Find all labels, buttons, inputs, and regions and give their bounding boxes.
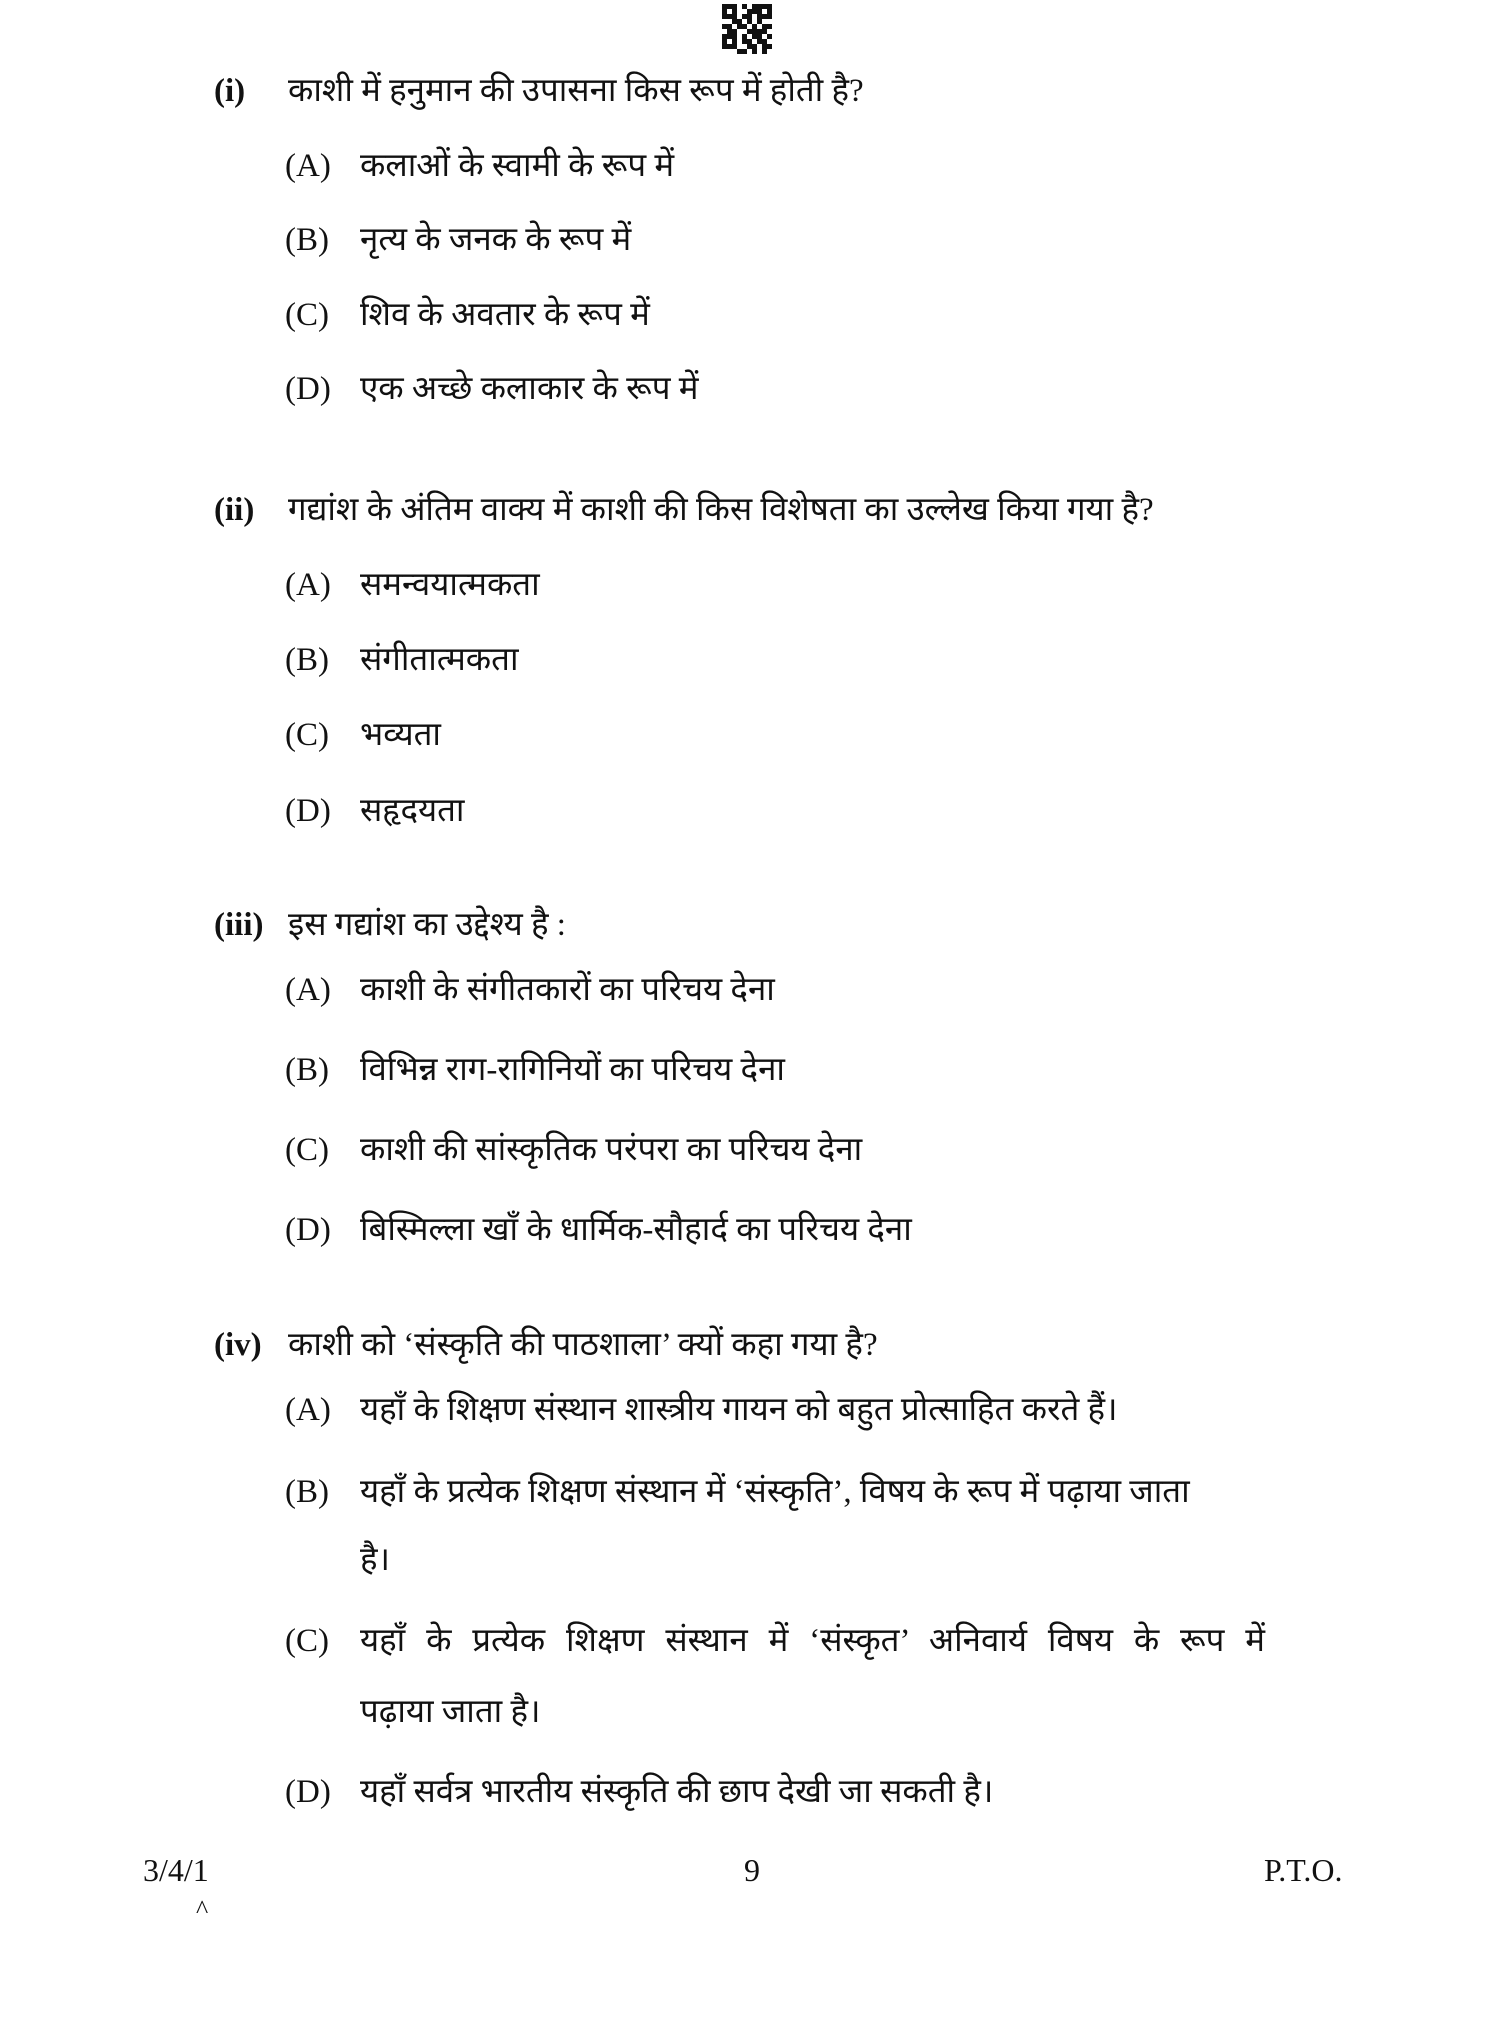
question-text: काशी को ‘संस्कृति की पाठशाला’ क्यों कहा गया है? <box>288 1327 878 1363</box>
question-label: (i) <box>214 73 246 109</box>
option-text: विभिन्न राग-रागिनियों का परिचय देना <box>360 1052 785 1088</box>
option-label: (A) <box>285 148 331 184</box>
option-text: कलाओं के स्वामी के रूप में <box>360 148 675 184</box>
option-label: (B) <box>285 1474 329 1510</box>
option-label: (C) <box>285 1623 329 1659</box>
option-text: संगीतात्मकता <box>360 642 519 678</box>
option-text-continued: पढ़ाया जाता है। <box>360 1694 541 1730</box>
option-text: यहाँ के प्रत्येक शिक्षण संस्थान में ‘संस्कृति’, विषय के रूप में पढ़ाया जाता <box>360 1474 1190 1510</box>
question-text: गद्यांश के अंतिम वाक्य में काशी की किस विशेषता का उल्लेख किया गया है? <box>288 492 1154 528</box>
option-label: (D) <box>285 793 331 829</box>
option-text: काशी की सांस्कृतिक परंपरा का परिचय देना <box>360 1132 863 1168</box>
question-label: (ii) <box>214 492 255 528</box>
option-text: शिव के अवतार के रूप में <box>360 297 650 333</box>
option-text-continued: है। <box>360 1542 391 1578</box>
option-text: यहाँ के शिक्षण संस्थान शास्त्रीय गायन को बहुत प्रोत्साहित करते हैं। <box>360 1392 1118 1428</box>
option-label: (B) <box>285 1052 329 1088</box>
option-text: काशी के संगीतकारों का परिचय देना <box>360 972 775 1008</box>
option-label: (A) <box>285 567 331 603</box>
option-text: भव्यता <box>360 717 441 753</box>
option-text: नृत्य के जनक के रूप में <box>360 222 632 258</box>
option-text: सहृदयता <box>360 793 465 829</box>
option-label: (C) <box>285 1132 329 1168</box>
option-label: (C) <box>285 717 329 753</box>
option-label: (D) <box>285 1774 331 1810</box>
question-text: इस गद्यांश का उद्देश्य है : <box>288 907 566 943</box>
paper-code: 3/4/1 <box>143 1852 209 1888</box>
question-text: काशी में हनुमान की उपासना किस रूप में होती है? <box>288 73 864 109</box>
option-label: (C) <box>285 297 329 333</box>
option-label: (A) <box>285 972 331 1008</box>
option-label: (B) <box>285 222 329 258</box>
option-label: (D) <box>285 371 331 407</box>
page-number: 9 <box>744 1852 760 1888</box>
option-text: यहाँ सर्वत्र भारतीय संस्कृति की छाप देखी जा सकती है। <box>360 1774 994 1810</box>
option-text: बिस्मिल्ला खाँ के धार्मिक-सौहार्द का परिचय देना <box>360 1212 912 1248</box>
question-label: (iii) <box>214 907 264 943</box>
option-text: एक अच्छे कलाकार के रूप में <box>360 371 699 407</box>
qr-code <box>722 4 772 54</box>
pto-label: P.T.O. <box>1264 1852 1343 1888</box>
option-label: (D) <box>285 1212 331 1248</box>
option-text: समन्वयात्मकता <box>360 567 540 603</box>
option-text: यहाँ के प्रत्येक शिक्षण संस्थान में ‘संस्कृत’ अनिवार्य विषय के रूप में <box>360 1623 1265 1659</box>
caret-mark: ^ <box>196 1895 209 1924</box>
option-label: (A) <box>285 1392 331 1428</box>
option-label: (B) <box>285 642 329 678</box>
question-label: (iv) <box>214 1327 262 1363</box>
